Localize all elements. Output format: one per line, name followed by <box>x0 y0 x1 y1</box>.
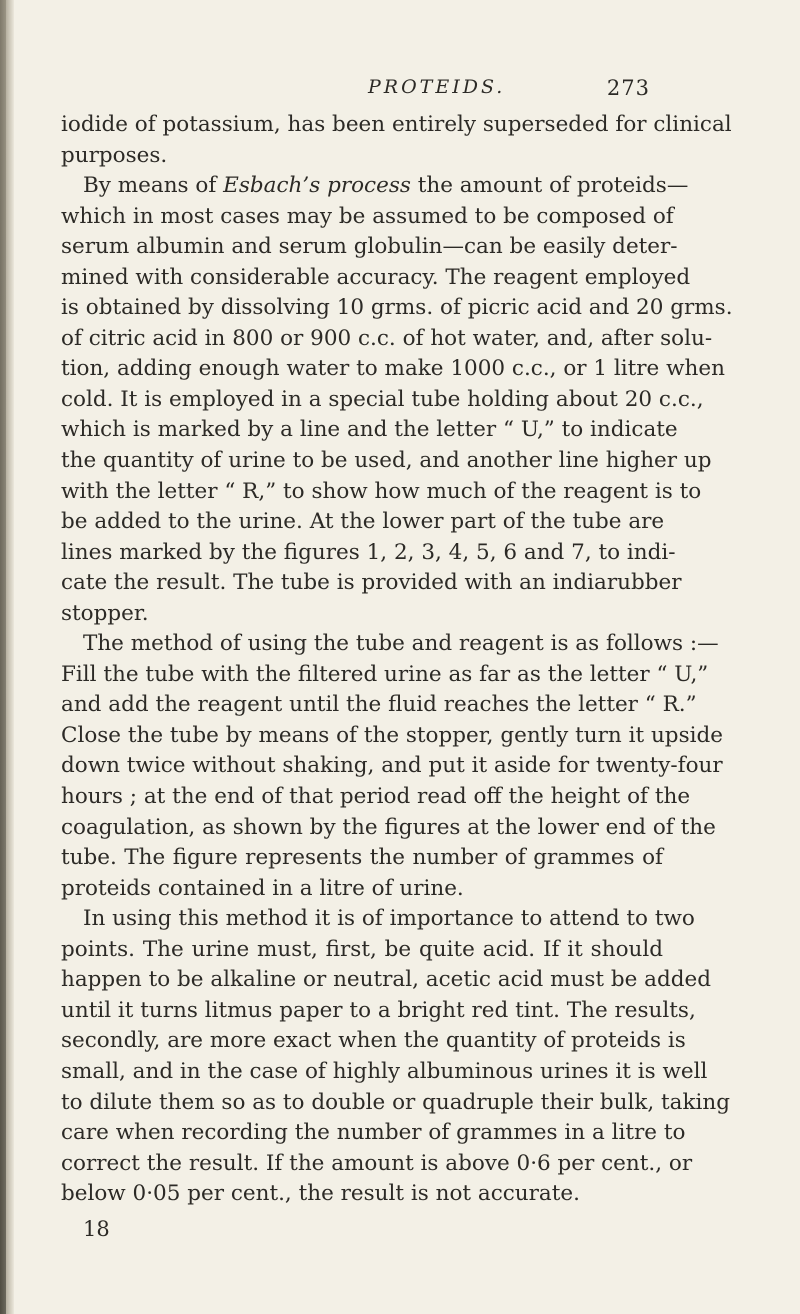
text-line: and add the reagent until the fluid reaches the letter “ R.” <box>61 692 697 718</box>
running-head <box>250 76 650 106</box>
text-line: which is marked by a line and the letter “ U,” to indicate <box>61 417 678 443</box>
text-line: Close the tube by means of the stopper, gently turn it upside <box>61 722 723 748</box>
italic-phrase: Esbach’s process <box>223 173 411 199</box>
text-line: Fill the tube with the filtered urine as far as the letter “ U,” <box>61 661 709 687</box>
page-number: 273 <box>606 76 650 100</box>
text-line: which in most cases may be assumed to be composed of <box>61 203 674 229</box>
text-line: coagulation, as shown by the figures at the lower end of the <box>61 814 716 840</box>
text-line: secondly, are more exact when the quantity of proteids is <box>61 1028 686 1054</box>
text-line: tube. The figure represents the number of grammes of <box>61 845 663 871</box>
text-line: The method of using the tube and reagent is as follows :— <box>83 631 719 657</box>
text-line: stopper. <box>61 600 149 626</box>
text-line: By means of Esbach’s process the amount of proteids— <box>83 173 689 199</box>
text-line: iodide of potassium, has been entirely superseded for clinical <box>61 112 732 137</box>
text-line: the quantity of urine to be used, and another line higher up <box>61 448 712 474</box>
text-line: tion, adding enough water to make 1000 c.c., or 1 litre when <box>61 356 725 382</box>
text-line: hours ; at the end of that period read off the height of the <box>61 784 691 810</box>
text-line: lines marked by the figures 1, 2, 3, 4, 5, 6 and 7, to indi- <box>61 539 676 565</box>
text-line: is obtained by dissolving 10 grms. of picric acid and 20 grms. <box>61 295 733 321</box>
text-line: mined with considerable accuracy. The reagent employed <box>61 264 691 290</box>
text-line: below 0·05 per cent., the result is not accurate. <box>61 1181 580 1207</box>
text-line: of citric acid in 800 or 900 c.c. of hot water, and, after solu- <box>61 325 713 351</box>
text-line: serum albumin and serum globulin—can be easily deter- <box>61 234 678 260</box>
text-line: proteids contained in a litre of urine. <box>61 875 464 901</box>
text-line: to dilute them so as to double or quadruple their bulk, taking <box>61 1089 730 1115</box>
text-line: down twice without shaking, and put it aside for twenty-four <box>61 753 723 779</box>
text-line: with the letter “ R,” to show how much of the reagent is to <box>61 478 702 504</box>
text-line: In using this method it is of importance to attend to two <box>83 906 695 932</box>
text-line: cold. It is employed in a special tube holding about 20 c.c., <box>61 386 704 412</box>
body-text <box>61 110 733 1210</box>
text-line: cate the result. The tube is provided with an indiarubber <box>61 570 682 596</box>
text-line: be added to the urine. At the lower part of the tube are <box>61 509 665 535</box>
text-line: until it turns litmus paper to a bright red tint. The results, <box>61 997 696 1023</box>
text-line: care when recording the number of grammes in a litre to <box>61 1120 686 1146</box>
running-title: PROTEIDS. <box>368 76 506 98</box>
signature-mark: 18 <box>83 1217 110 1241</box>
text-line: happen to be alkaline or neutral, acetic acid must be added <box>61 967 711 993</box>
text-line: purposes. <box>61 142 168 168</box>
text-line: points. The urine must, first, be quite acid. If it should <box>61 936 663 962</box>
text-line: correct the result. If the amount is above 0·6 per cent., or <box>61 1150 693 1176</box>
text-line: small, and in the case of highly albuminous urines it is well <box>61 1058 708 1084</box>
